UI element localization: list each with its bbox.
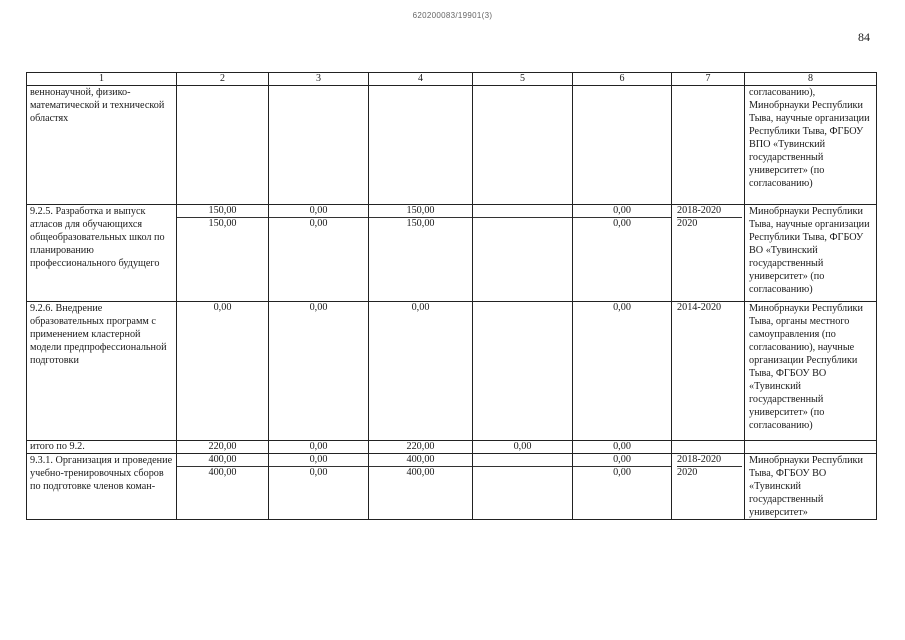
amount-cell [573,205,672,302]
amount-cell [177,454,269,520]
header-row [27,73,877,86]
amount-cell [269,205,369,302]
total-label: итого по 9.2. [27,441,177,454]
period-value [677,441,742,453]
amount-value: 150,00 [369,205,472,218]
amount-value: 150,00 [177,205,268,218]
table-row [27,302,877,441]
amount-cell [473,454,573,520]
header-col-5: 5 [473,73,573,86]
measure-cell: 9.3.1. Организация и проведение учебно-тренировочных сборов по подготовке членов коман- [27,454,177,520]
amount-cell [573,86,672,205]
table-row [27,441,877,454]
amount-value: 0,00 [573,205,671,218]
amount-value: 0,00 [411,302,430,313]
table-row [27,205,877,302]
amount-value: 0,00 [309,467,328,478]
amount-cell [573,302,672,441]
measure-cell: веннонаучной, физико-математической и технической областях [27,86,177,205]
amount-cell [177,441,269,454]
amount-value: 0,00 [269,205,368,218]
amount-value: 150,00 [406,218,435,229]
page-number: 84 [858,30,870,44]
amount-value: 0,00 [613,467,631,478]
amount-value: 0,00 [269,454,368,467]
period-value: 2014-2020 [677,302,722,313]
period-cell [672,205,745,302]
amount-cell [473,86,573,205]
period-cell [672,86,745,205]
amount-cell [473,441,573,454]
period-value: 2020 [677,218,698,229]
amount-cell [369,86,473,205]
amount-cell [177,302,269,441]
amount-value: 0,00 [613,302,631,313]
amount-cell [177,86,269,205]
amount-value [473,205,572,218]
amount-value [473,454,572,467]
amount-value: 0,00 [213,302,232,313]
amount-cell [369,302,473,441]
amount-value: 0,00 [573,454,671,467]
header-col-6: 6 [573,73,672,86]
amount-value: 0,00 [309,441,328,452]
amount-value: 0,00 [309,302,328,313]
period-cell [672,454,745,520]
period-value: 2020 [677,467,698,478]
amount-value: 0,00 [309,218,328,229]
amount-cell [269,86,369,205]
header-col-2: 2 [177,73,269,86]
amount-value: 0,00 [613,441,631,452]
executor-cell: согласованию), Минобрнауки Республики Тыва, научные организации Республики Тыва, ФГБОУ ВПО «Тувинский государственный университет» (по согласованию) [745,86,877,205]
table-row [27,454,877,520]
measure-cell: 9.2.6. Внедрение образовательных программ с применением кластерной модели предпрофессиональной подготовки [27,302,177,441]
document-id: 620200083/19901(3) [412,11,493,20]
header-col-1: 1 [27,73,177,86]
amount-cell [473,205,573,302]
header-col-4: 4 [369,73,473,86]
amount-value: 400,00 [208,467,237,478]
program-table [26,72,877,520]
amount-value: 220,00 [208,441,237,452]
period-value: 2018-2020 [677,205,742,218]
amount-value: 400,00 [177,454,268,467]
amount-cell [269,441,369,454]
period-cell [672,302,745,441]
amount-value: 400,00 [369,454,472,467]
header-col-8: 8 [745,73,877,86]
amount-cell [573,454,672,520]
executor-cell: Минобрнауки Республики Тыва, ФГБОУ ВО «Тувинский государственный университет» [745,454,877,520]
period-cell [672,441,745,454]
amount-cell [369,205,473,302]
amount-cell [177,205,269,302]
table-row [27,86,877,205]
amount-value: 0,00 [513,441,532,452]
amount-value [473,218,572,230]
amount-cell [269,454,369,520]
executor-cell [745,441,877,454]
amount-cell [269,302,369,441]
amount-value [473,467,572,479]
executor-cell: Минобрнауки Республики Тыва, научные организации Республики Тыва, ФГБОУ ВО «Тувинский государственный университет» (по согласованию) [745,205,877,302]
period-value: 2018-2020 [677,454,742,467]
amount-cell [369,454,473,520]
amount-cell [369,441,473,454]
header-col-7: 7 [672,73,745,86]
amount-value: 220,00 [406,441,435,452]
header-col-3: 3 [269,73,369,86]
amount-value: 400,00 [406,467,435,478]
amount-value: 150,00 [208,218,237,229]
amount-cell [573,441,672,454]
executor-cell: Минобрнауки Республики Тыва, органы местного самоуправления (по согласованию), научные организации Республики Тыва, ФГБОУ ВО «Тувинский государственный университет» (по согласованию) [745,302,877,441]
amount-cell [473,302,573,441]
amount-value: 0,00 [613,218,631,229]
amount-value [473,302,572,314]
measure-cell: 9.2.5. Разработка и выпуск атласов для обучающихся общеобразовательных школ по планированию профессионального будущего [27,205,177,302]
